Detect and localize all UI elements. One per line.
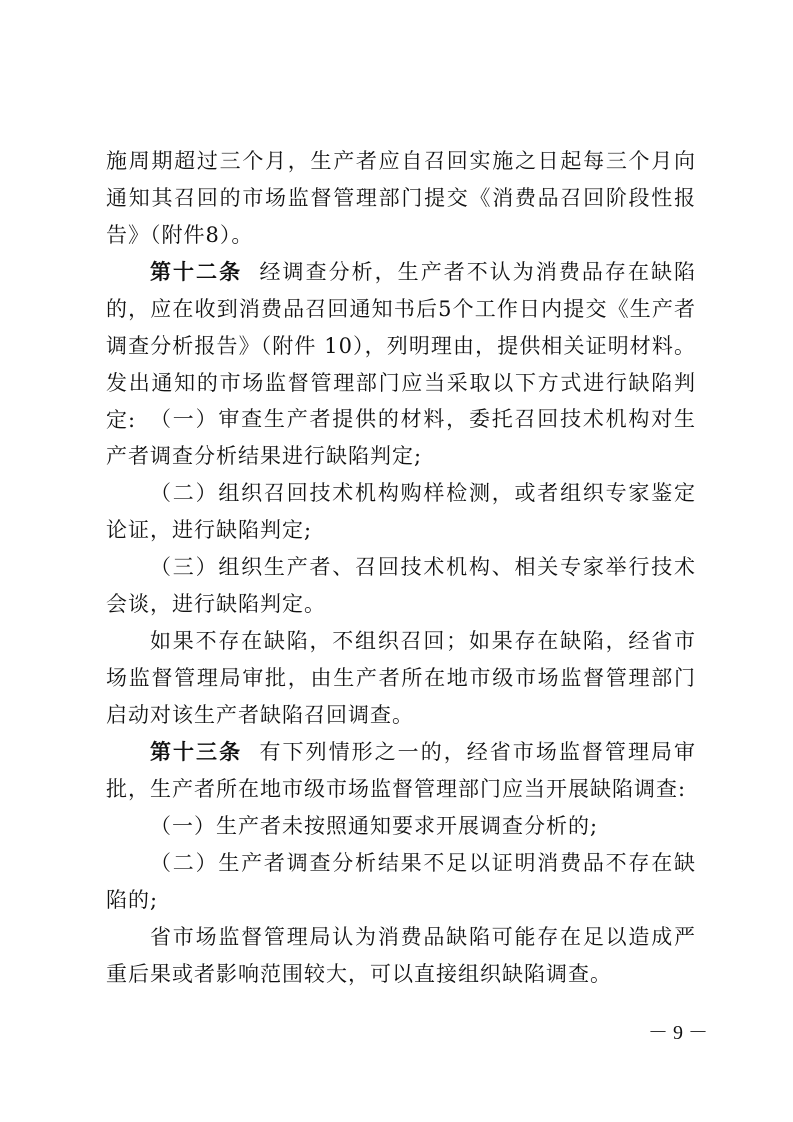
article-13-paragraph xyxy=(106,734,696,808)
article-12-item-3: （三）组织生产者、召回技术机构、相关专家举行技术会谈，进行缺陷判定。 xyxy=(106,555,696,616)
article-13-heading: 第十三条 xyxy=(150,740,243,764)
article-13-conclusion: 省市场监督管理局认为消费品缺陷可能存在足以造成严重后果或者影响范围较大，可以直接组织缺陷调查。 xyxy=(106,925,696,986)
article-13-body: 有下列情形之一的，经省市场监督管理局审批，生产者所在地市级市场监督管理部门应当开展缺陷调查: xyxy=(106,740,696,801)
page-number: － 9 － xyxy=(648,1022,708,1044)
article-12-conclusion: 如果不存在缺陷，不组织召回；如果存在缺陷，经省市场监督管理局审批，由生产者所在地市级市场监督管理部门启动对该生产者缺陷召回调查。 xyxy=(106,629,696,727)
article-12-item-2: （二）组织召回技术机构购样检测，或者组织专家鉴定论证，进行缺陷判定; xyxy=(106,481,696,542)
article-12-body: 经调查分析，生产者不认为消费品存在缺陷的，应在收到消费品召回通知书后5个工作日内提交《生产者调查分析报告》（附件 10），列明理由，提供相关证明材料。发出通知的市场监督管理部门应当采取以下方式进行缺陷判定: xyxy=(106,260,696,432)
article-12-heading: 第十二条 xyxy=(150,260,243,284)
paragraph-continuation: 施周期超过三个月，生产者应自召回实施之日起每三个月向通知其召回的市场监督管理部门提交《消费品召回阶段性报告》（附件8）。 xyxy=(106,149,696,247)
article-13-item-1: （一）生产者未按照通知要求开展调查分析的; xyxy=(150,814,599,838)
article-13-item-2: （二）生产者调查分析结果不足以证明消费品不存在缺陷的; xyxy=(106,851,696,912)
article-12-item-1: （一）审查生产者提供的材料，委托召回技术机构对生产者调查分析结果进行缺陷判定; xyxy=(106,407,696,468)
